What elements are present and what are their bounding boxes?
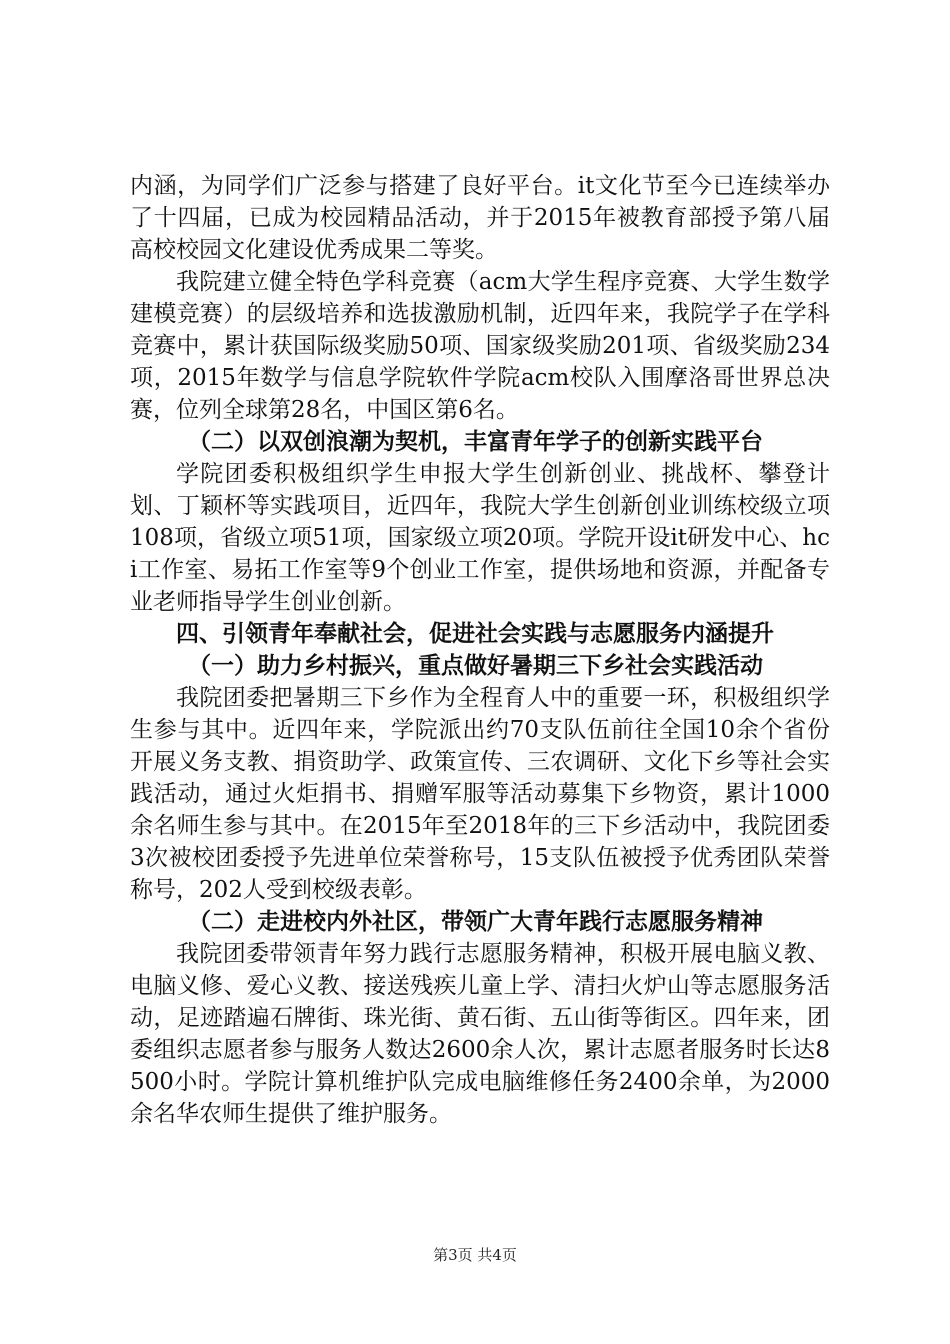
section-heading-innovation: （二）以双创浪潮为契机，丰富青年学子的创新实践平台 [188,429,763,455]
paragraph-continuation: 内涵，为同学们广泛参与搭建了良好平台。it文化节至今已连续举办了十四届，已成为校园精品活动，并于2015年被教育部授予第八届高校校园文化建设优秀成果二等奖。 [130,173,830,263]
section-heading-volunteer: （二）走进校内外社区，带领广大青年践行志愿服务精神 [188,909,763,935]
section-heading-social-practice: 四、引领青年奉献社会，促进社会实践与志愿服务内涵提升 [176,621,774,647]
page-number: 第3页 共4页 [433,1246,517,1264]
paragraph-volunteer: 我院团委带领青年努力践行志愿服务精神，积极开展电脑义教、电脑义修、爱心义教、接送残疾儿童上学、清扫火炉山等志愿服务活动，足迹踏遍石牌街、珠光街、黄石街、五山街等街区。四年来，团委组织志愿者参与服务人数达2600余人次，累计志愿者服务时长达8500小时。学院计算机维护队完成电脑维修任务2400余单，为2000余名华农师生提供了维护服务。 [130,941,830,1127]
document-body [130,170,830,1130]
paragraph-rural-practice: 我院团委把暑期三下乡作为全程育人中的重要一环，积极组织学生参与其中。近四年来，学院派出约70支队伍前往全国10余个省份开展义务支教、捐资助学、政策宣传、三农调研、文化下乡等社会实践活动，通过火炬捐书、捐赠军服等活动募集下乡物资，累计1000余名师生参与其中。在2015年至2018年的三下乡活动中，我院团委3次被校团委授予先进单位荣誉称号，15支队伍被授予优秀团队荣誉称号，202人受到校级表彰。 [130,685,830,903]
section-heading-rural: （一）助力乡村振兴，重点做好暑期三下乡社会实践活动 [188,653,763,679]
paragraph-competitions: 我院建立健全特色学科竞赛（acm大学生程序竞赛、大学生数学建模竞赛）的层级培养和选拔激励机制，近四年来，我院学子在学科竞赛中，累计获国际级奖励50项、国家级奖励201项、省级奖励234项，2015年数学与信息学院软件学院acm校队入围摩洛哥世界总决赛，位列全球第28名，中国区第6名。 [130,269,830,423]
paragraph-innovation: 学院团委积极组织学生申报大学生创新创业、挑战杯、攀登计划、丁颖杯等实践项目，近四年，我院大学生创新创业训练校级立项108项，省级立项51项，国家级立项20项。学院开设it研发中心、hci工作室、易拓工作室等9个创业工作室，提供场地和资源，并配备专业老师指导学生创业创新。 [130,461,830,615]
